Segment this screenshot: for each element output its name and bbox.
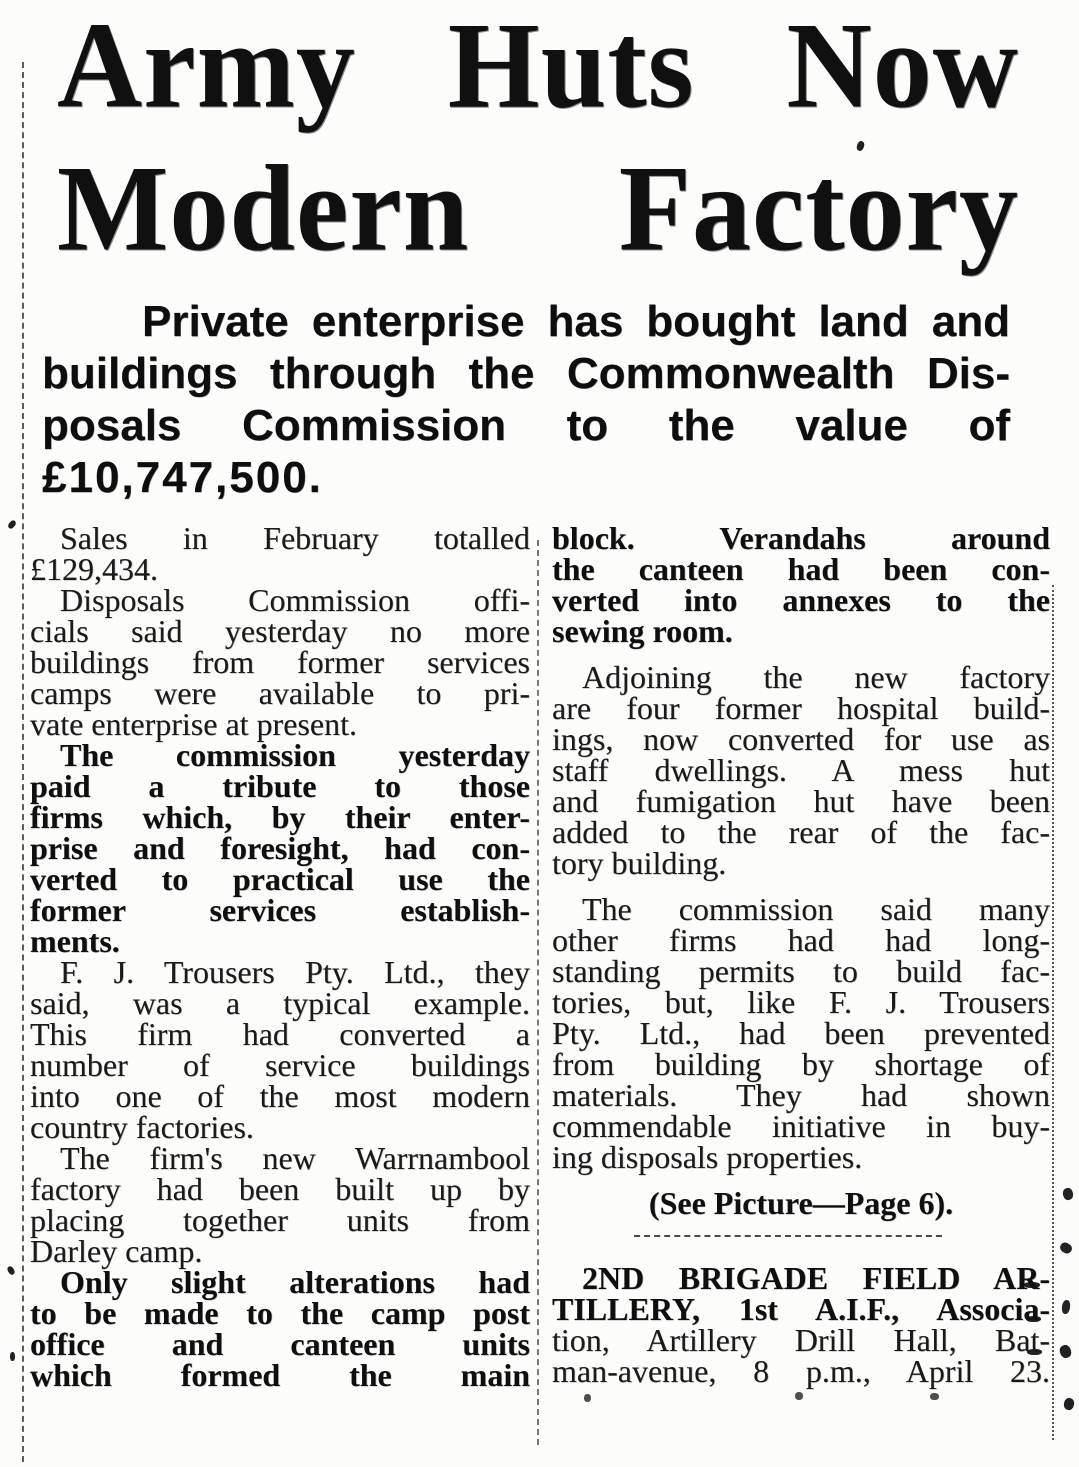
text-line: the canteen had been con-	[552, 551, 1050, 587]
text-line: Only slight alterations had	[60, 1264, 530, 1300]
text-line: factory had been built up by	[30, 1171, 530, 1207]
text-line: other firms had had long-	[552, 922, 1050, 958]
text-line: office and canteen units	[30, 1326, 530, 1362]
scan-artifact	[6, 1265, 16, 1276]
right-edge-scan-line	[1052, 585, 1054, 1440]
text-line: 2ND BRIGADE FIELD AR-	[582, 1260, 1050, 1296]
paragraph	[30, 1140, 530, 1269]
paragraph	[30, 520, 530, 587]
paragraph	[30, 737, 530, 959]
text-line: The commission said many	[582, 891, 1050, 927]
text-line: added to the rear of the fac-	[552, 814, 1050, 850]
text-line: prise and foresight, had con-	[30, 830, 530, 866]
right-column	[552, 520, 1050, 1391]
text-line: camps were available to pri-	[30, 675, 530, 711]
text-line: block. Verandahs around	[552, 520, 1050, 556]
text-line: materials. They had shown	[552, 1077, 1050, 1113]
text-line: £129,434.	[30, 551, 158, 587]
text-line: sewing room.	[552, 613, 733, 649]
text-line: cials said yesterday no more	[30, 613, 530, 649]
scan-artifact	[930, 1393, 939, 1400]
headline-line: Modern Factory	[57, 140, 1019, 277]
text-line: tory building.	[552, 845, 727, 881]
paragraph	[552, 1185, 1050, 1221]
text-line: Sales in February totalled	[60, 520, 530, 556]
lead-line: posals Commission to the value of	[42, 401, 1010, 450]
text-line: F. J. Trousers Pty. Ltd., they	[60, 954, 530, 990]
text-line: ings, now converted for use as	[552, 721, 1050, 757]
scan-artifact	[795, 1392, 803, 1400]
text-line: (See Picture—Page 6).	[648, 1185, 954, 1221]
paragraph	[552, 659, 1050, 881]
text-line: Adjoining the new factory	[582, 659, 1050, 695]
scan-artifact	[1058, 1344, 1073, 1360]
text-line: are four former hospital build-	[552, 690, 1050, 726]
text-line: Pty. Ltd., had been prevented	[552, 1015, 1050, 1051]
text-line: Darley camp.	[30, 1233, 203, 1269]
scan-artifact	[1063, 1397, 1075, 1411]
scan-artifact	[1058, 1241, 1073, 1256]
paragraph	[552, 891, 1050, 1175]
paragraph	[30, 1264, 530, 1393]
text-line: country factories.	[30, 1109, 254, 1145]
text-line: This firm had converted a	[30, 1016, 530, 1052]
text-line: standing permits to build fac-	[552, 953, 1050, 989]
lead-line: £10,747,500.	[42, 453, 323, 502]
paragraph	[552, 520, 1050, 649]
text-line: The firm's new Warrnambool	[60, 1140, 530, 1176]
text-line: from building by shortage of	[552, 1046, 1050, 1082]
article-lead	[42, 296, 1010, 504]
text-line: to be made to the camp post	[30, 1295, 530, 1331]
lead-line: Private enterprise has bought land and	[142, 297, 1010, 346]
text-line: Disposals Commission offi-	[60, 582, 530, 618]
text-line: ments.	[30, 923, 120, 959]
article-headline	[57, 0, 1019, 280]
text-line: commendable initiative in buy-	[552, 1108, 1050, 1144]
text-line: vate enterprise at present.	[30, 706, 357, 742]
article-body	[30, 520, 1050, 1393]
right-column-top	[552, 520, 1050, 1221]
lead-line: buildings through the Commonwealth Dis-	[42, 349, 1010, 398]
text-line: into one of the most modern	[30, 1078, 530, 1114]
right-column-notice	[552, 1260, 1050, 1389]
text-line: verted to practical use the	[30, 861, 530, 897]
text-line: tion, Artillery Drill Hall, Bat-	[552, 1322, 1050, 1358]
text-line: The commission yesterday	[60, 737, 530, 773]
text-line: which formed the main	[30, 1357, 530, 1393]
text-line: and fumigation hut have been	[552, 783, 1050, 819]
left-column	[30, 520, 530, 1393]
text-line: tories, but, like F. J. Trousers	[552, 984, 1050, 1020]
left-edge-scan-line	[22, 62, 24, 1462]
text-line: said, was a typical example.	[30, 985, 530, 1021]
scan-artifact	[1061, 1300, 1071, 1315]
paragraph	[30, 582, 530, 742]
headline-line: Army Huts Now	[57, 0, 1019, 134]
text-line: buildings from former services	[30, 644, 530, 680]
scan-artifact	[1062, 1187, 1074, 1201]
text-line: TILLERY, 1st A.I.F., Associa-	[552, 1291, 1050, 1327]
text-line: man-avenue, 8 p.m., April 23.	[552, 1353, 1050, 1389]
text-line: staff dwellings. A mess hut	[552, 752, 1050, 788]
paragraph	[30, 954, 530, 1145]
section-separator-rule	[634, 1235, 942, 1237]
paragraph	[552, 1260, 1050, 1389]
scan-artifact	[7, 519, 17, 530]
scan-artifact	[584, 1394, 591, 1402]
text-line: former services establish-	[30, 892, 530, 928]
scan-artifact	[10, 1352, 15, 1361]
text-line: firms which, by their enter-	[30, 799, 530, 835]
text-line: placing together units from	[30, 1202, 530, 1238]
text-line: number of service buildings	[30, 1047, 530, 1083]
text-line: ing disposals properties.	[552, 1139, 863, 1175]
text-line: paid a tribute to those	[30, 768, 530, 804]
text-line: verted into annexes to the	[552, 582, 1050, 618]
